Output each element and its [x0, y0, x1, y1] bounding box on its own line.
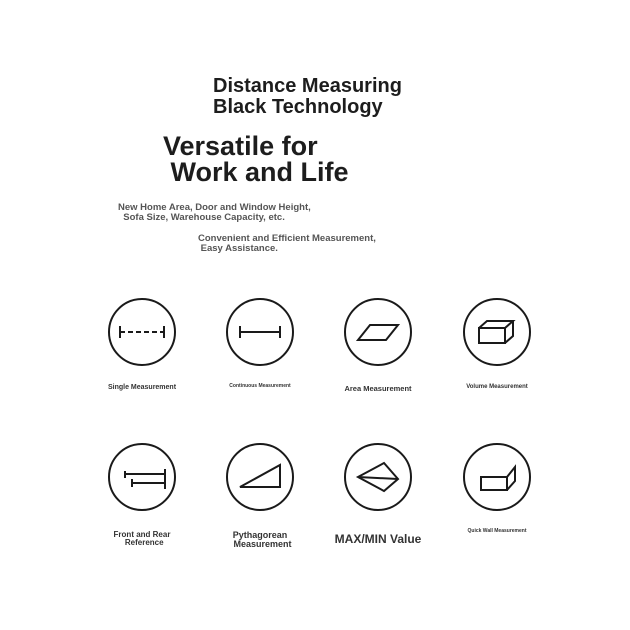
feature-volume-measurement — [429, 298, 569, 418]
feature-label: Continuous Measurement — [229, 383, 291, 389]
feature-label: Front and Rear Reference — [113, 530, 171, 547]
feature-quick-wall-measurement — [429, 443, 569, 563]
description-uses: New Home Area, Door and Window Height, Sofa Size, Warehouse Capacity, etc. — [118, 202, 311, 223]
front-rear-reference-icon — [108, 443, 176, 511]
feature-label: MAX/MIN Value — [334, 532, 422, 546]
feature-label: Quick Wall Measurement — [467, 528, 527, 534]
continuous-measurement-icon — [226, 298, 294, 366]
pythagorean-icon — [226, 443, 294, 511]
description-convenience: Convenient and Efficient Measurement, Easy Assistance. — [198, 233, 376, 254]
area-measurement-icon — [344, 298, 412, 366]
single-measurement-icon — [108, 298, 176, 366]
headline-versatile: Versatile for Work and Life — [163, 131, 349, 187]
feature-label: Volume Measurement — [466, 384, 528, 390]
max-min-value-icon — [344, 443, 412, 511]
feature-label: Single Measurement — [107, 384, 177, 391]
headline-distance-measuring: Distance Measuring Black Technology — [213, 75, 402, 118]
feature-label: Pythagorean Measurement — [232, 530, 292, 549]
quick-wall-icon — [463, 443, 531, 511]
feature-label: Area Measurement — [344, 384, 412, 393]
volume-measurement-icon — [463, 298, 531, 366]
